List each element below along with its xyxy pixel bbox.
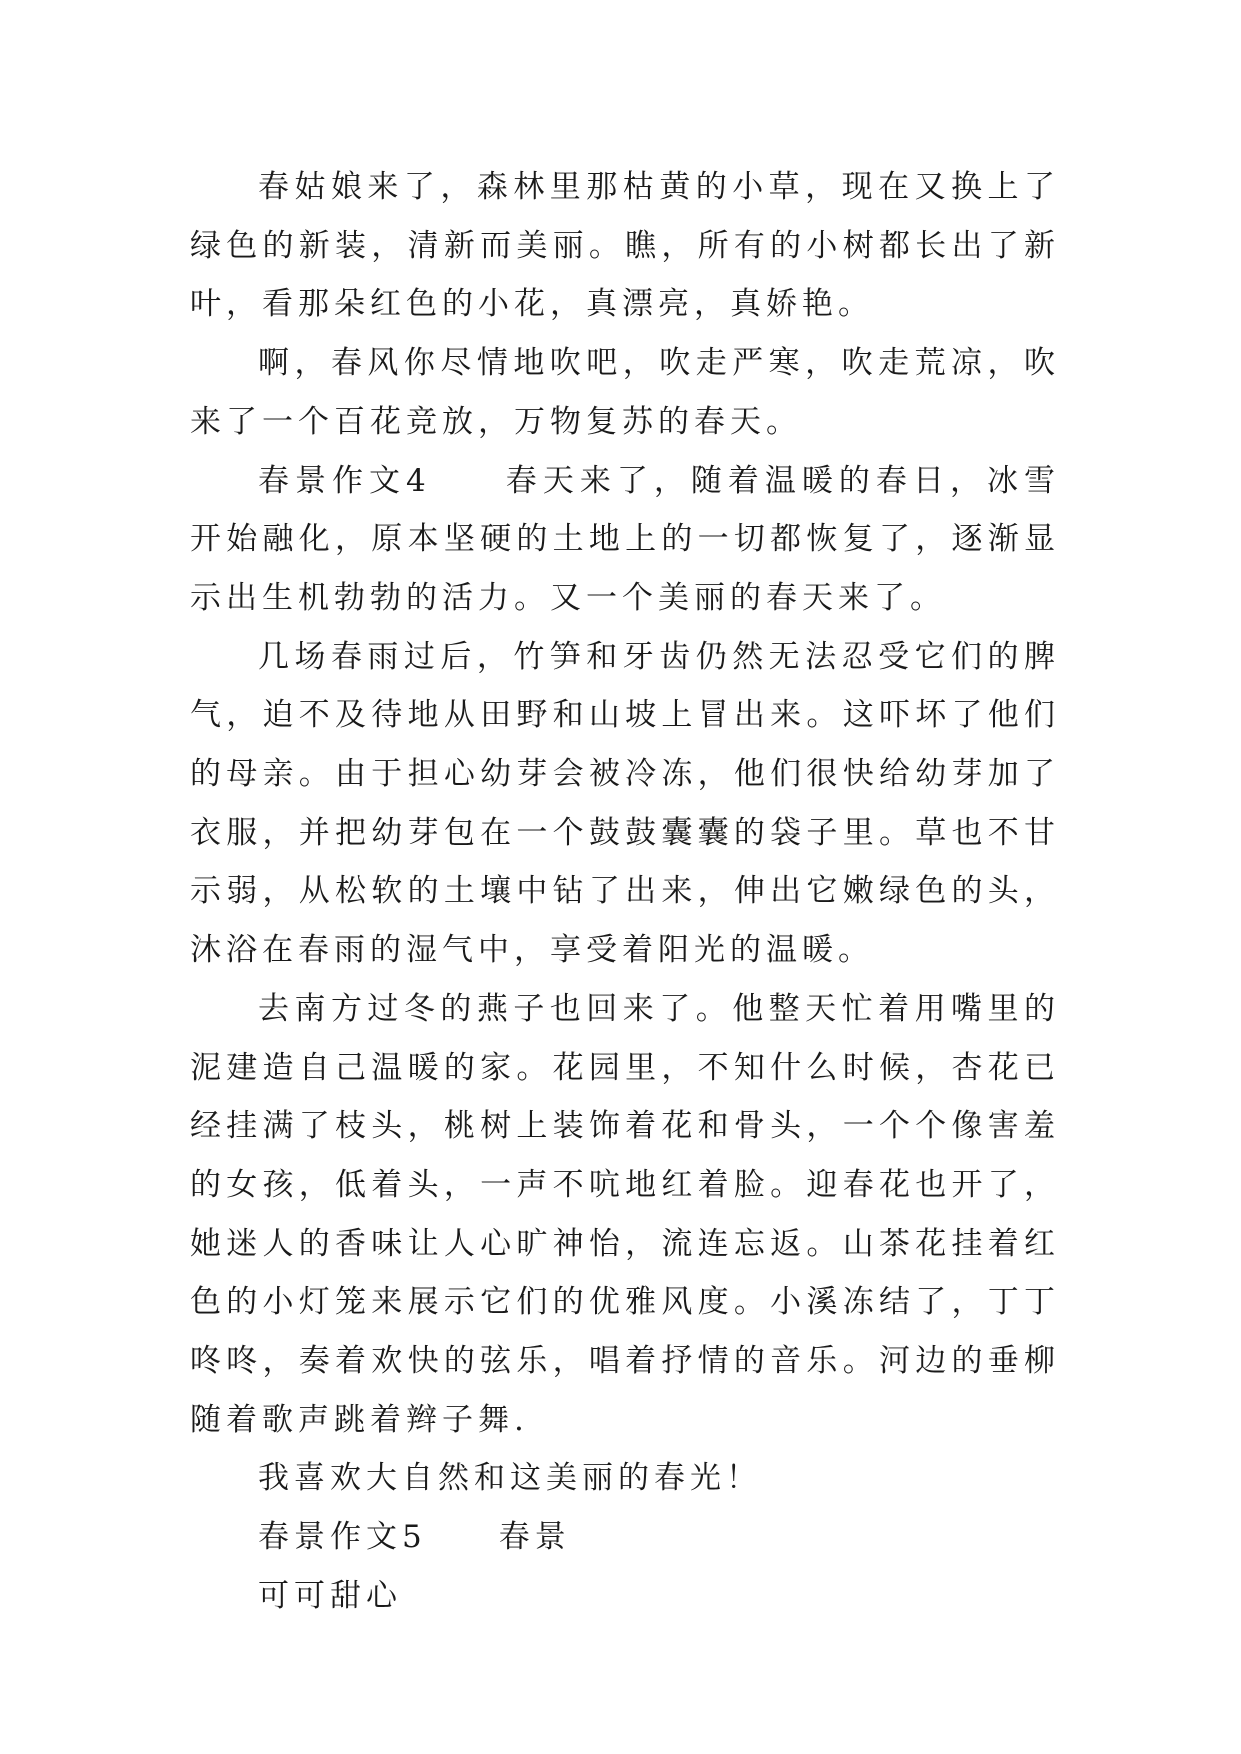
paragraph-spring-rain: 几场春雨过后，竹笋和牙齿仍然无法忍受它们的脾气，迫不及待地从田野和山坡上冒出来。这吓坏了他们的母亲。由于担心幼芽会被冷冻，他们很快给幼芽加了衣服，并把幼芽包在一个鼓鼓囊囊的袋子里。草也不甘示弱，从松软的土壤中钻了出来，伸出它嫩绿色的头，沐浴在春雨的湿气中，享受着阳光的温暖。 [190,638,1060,969]
essay-body [190,158,1060,1626]
paragraph-essay-5-heading: 春景作文5 春景 [258,1519,571,1556]
paragraph-author: 可可甜心 [258,1577,402,1614]
paragraph-swallows: 去南方过冬的燕子也回来了。他整天忙着用嘴里的泥建造自己温暖的家。花园里，不知什么时候，杏花已经挂满了枝头，桃树上装饰着花和骨头，一个个像害羞的女孩，低着头，一声不吭地红着脸。迎春花也开了，她迷人的香味让人心旷神怡，流连忘返。山茶花挂着红色的小灯笼来展示它们的优雅风度。小溪冻结了，丁丁咚咚，奏着欢快的弦乐，唱着抒情的音乐。河边的垂柳随着歌声跳着辫子舞. [190,990,1060,1438]
paragraph-closing: 我喜欢大自然和这美丽的春光！ [258,1460,762,1497]
paragraph-spring-wind: 啊，春风你尽情地吹吧，吹走严寒，吹走荒凉，吹来了一个百花竞放，万物复苏的春天。 [190,345,1060,440]
paragraph-essay-4-heading: 春景作文4 春天来了，随着温暖的春日，冰雪开始融化，原本坚硬的土地上的一切都恢复了，逐渐显示出生机勃勃的活力。又一个美丽的春天来了。 [190,462,1060,616]
paragraph-spring-girl: 春姑娘来了，森林里那枯黄的小草，现在又换上了绿色的新装，清新而美丽。瞧，所有的小树都长出了新叶，看那朵红色的小花，真漂亮，真娇艳。 [190,169,1060,323]
